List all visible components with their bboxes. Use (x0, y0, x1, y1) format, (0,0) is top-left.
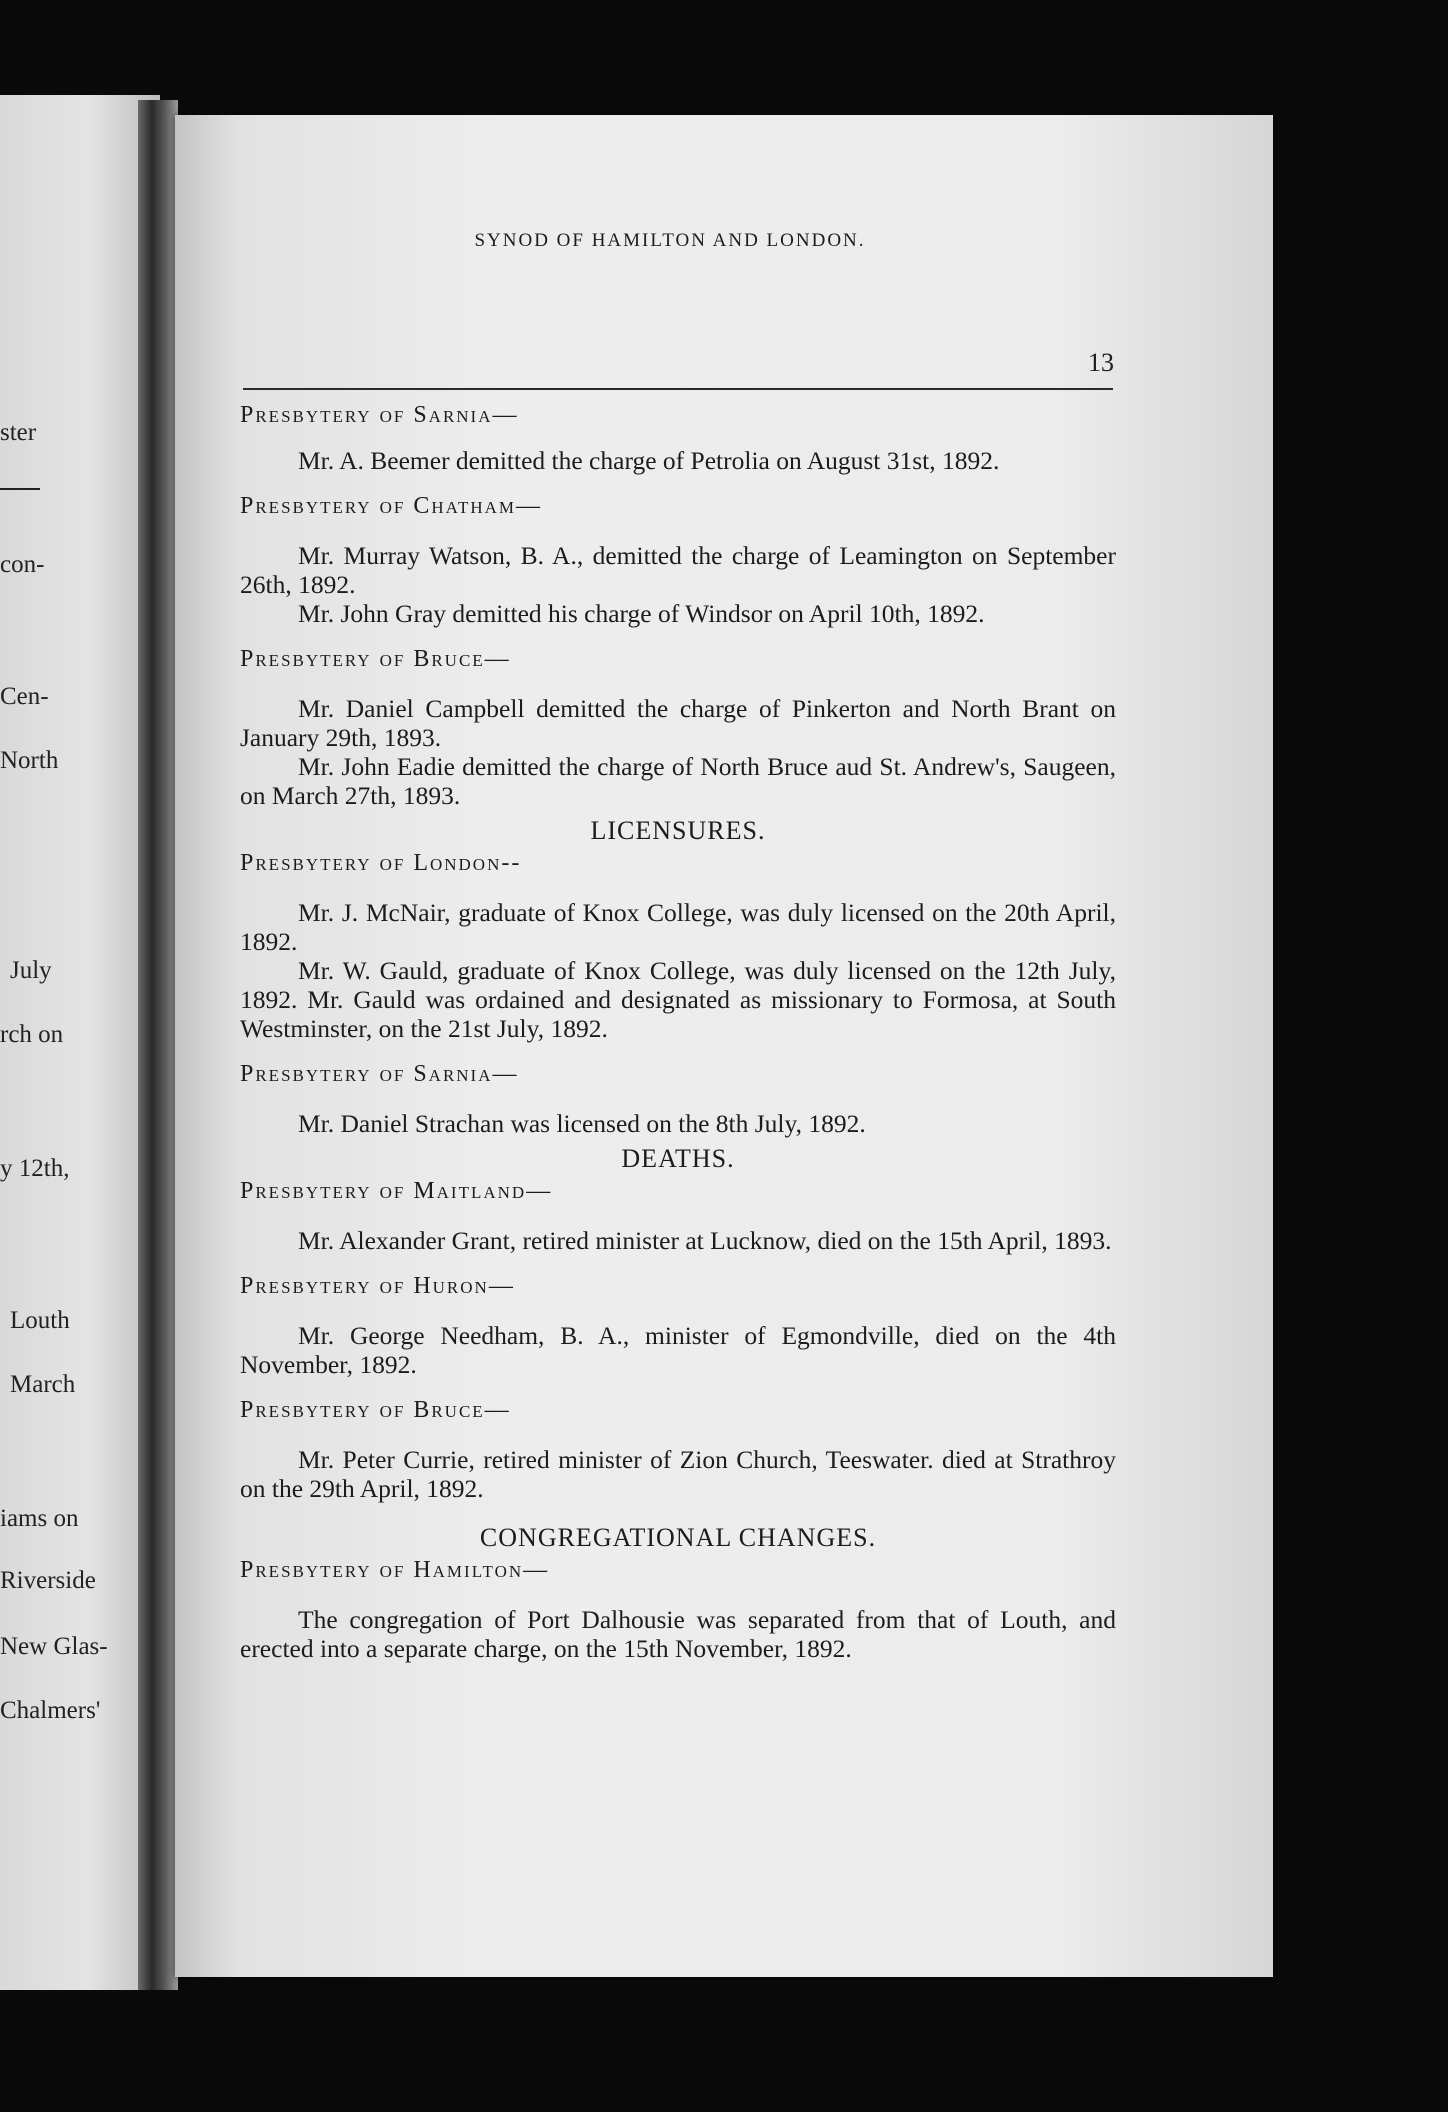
presbytery-heading: Presbytery of Bruce— (240, 1397, 511, 1423)
record-paragraph: Mr. Murray Watson, B. A., demitted the charge of Leamington on September 26th, 1892. (240, 541, 1116, 599)
facing-page-fragment: Chalmers' (0, 1697, 101, 1724)
record-paragraph: Mr. W. Gauld, graduate of Knox College, was duly licensed on the 12th July, 1892. Mr. Gauld was ordained and designated as missionary to Formosa, at South Westminster, on the 21st July, 1892. (240, 956, 1116, 1043)
facing-page-fragment: rch on (0, 1021, 64, 1048)
record-paragraph: Mr. A. Beemer demitted the charge of Petrolia on August 31st, 1892. (298, 446, 1000, 475)
facing-page-fragment: y 12th, (0, 1155, 70, 1182)
presbytery-heading: Presbytery of Huron— (240, 1273, 515, 1299)
presbytery-heading: Presbytery of Chatham— (240, 493, 543, 519)
facing-page-fragment: ster (0, 419, 37, 446)
page-body (240, 398, 1116, 1663)
section-heading-licensures: LICENSURES. (590, 816, 766, 845)
presbytery-heading: Presbytery of Sarnia— (240, 1061, 519, 1087)
section-heading-deaths: DEATHS. (621, 1144, 735, 1173)
header-rule (243, 388, 1113, 390)
presbytery-heading: Presbytery of Sarnia— (240, 402, 519, 428)
record-paragraph: Mr. Alexander Grant, retired minister at Lucknow, died on the 15th April, 1893. (298, 1226, 1112, 1255)
page-number: 13 (1088, 348, 1114, 377)
book-gutter (138, 100, 178, 1990)
facing-page-fragment: Louth (10, 1307, 70, 1334)
running-head: SYNOD OF HAMILTON AND LONDON. (474, 230, 866, 251)
record-paragraph: Mr. John Gray demitted his charge of Windsor on April 10th, 1892. (298, 599, 985, 628)
record-paragraph: Mr. J. McNair, graduate of Knox College, was duly licensed on the 20th April, 1892. (240, 898, 1116, 956)
presbytery-heading: Presbytery of Hamilton— (240, 1557, 550, 1583)
record-paragraph: Mr. Peter Currie, retired minister of Zion Church, Teeswater. died at Strathroy on the 29th April, 1892. (240, 1445, 1116, 1503)
record-paragraph: Mr. John Eadie demitted the charge of North Bruce aud St. Andrew's, Saugeen, on March 27th, 1893. (240, 752, 1116, 810)
presbytery-heading: Presbytery of Bruce— (240, 646, 511, 672)
facing-page-fragment: Riverside (0, 1567, 96, 1594)
presbytery-heading: Presbytery of London-- (240, 850, 522, 876)
record-paragraph: Mr. George Needham, B. A., minister of Egmondville, died on the 4th November, 1892. (240, 1321, 1116, 1379)
facing-page-fragment: March (10, 1371, 76, 1398)
facing-page-fragment: July (10, 957, 52, 984)
section-heading-congregational-changes: CONGREGATIONAL CHANGES. (479, 1523, 877, 1552)
facing-page-fragment: iams on (0, 1505, 79, 1532)
facing-page-fragment: New Glas- (0, 1633, 108, 1660)
record-paragraph: The congregation of Port Dalhousie was separated from that of Louth, and erected into a separate charge, on the 15th November, 1892. (240, 1605, 1116, 1663)
facing-page-fragment: con- (0, 551, 45, 578)
record-paragraph: Mr. Daniel Campbell demitted the charge of Pinkerton and North Brant on January 29th, 1893. (240, 694, 1116, 752)
facing-page-fragment: North (0, 747, 59, 774)
record-paragraph: Mr. Daniel Strachan was licensed on the 8th July, 1892. (298, 1109, 866, 1138)
facing-page-rule (0, 488, 40, 490)
facing-page-fragment: Cen- (0, 683, 49, 710)
presbytery-heading: Presbytery of Maitland— (240, 1178, 553, 1204)
